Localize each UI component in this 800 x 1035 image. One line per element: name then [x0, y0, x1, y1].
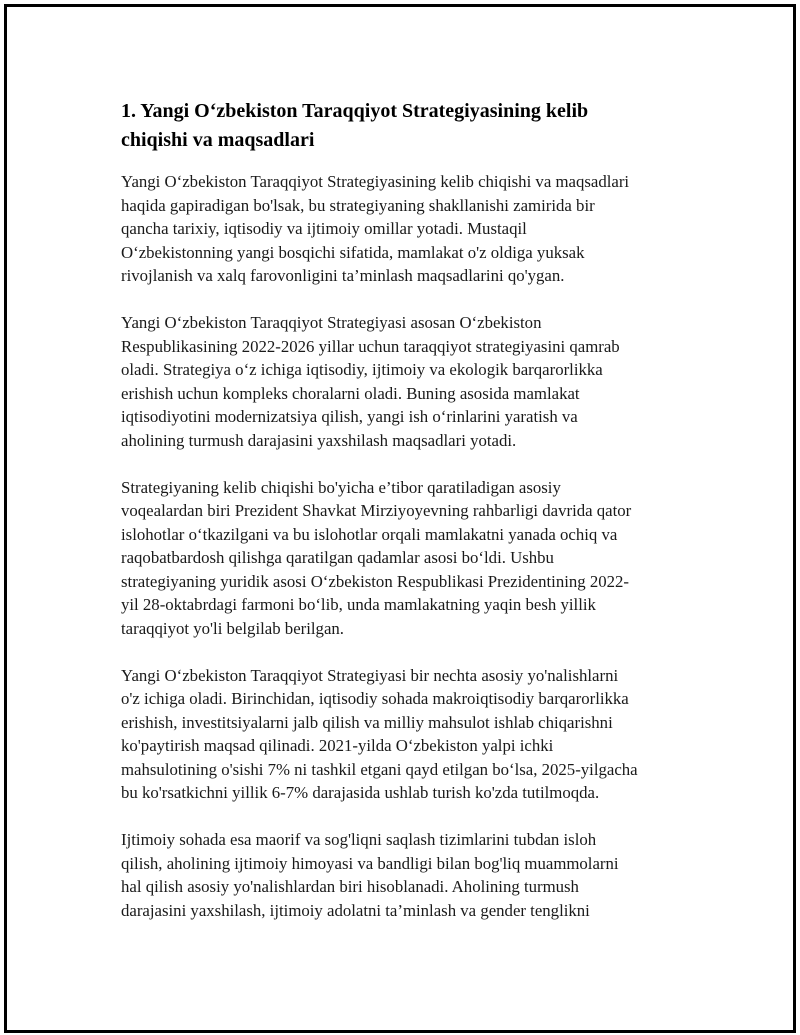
- paragraph-1: [121, 170, 696, 288]
- text-line: erishish, investitsiyalarni jalb qilish va milliy mahsulot ishlab chiqarishni: [121, 712, 613, 732]
- text-line: haqida gapiradigan bo'lsak, bu strategiyaning shakllanishi zamirida bir: [121, 195, 595, 215]
- text-line: o'z ichiga oladi. Birinchidan, iqtisodiy sohada makroiqtisodiy barqarorlikka: [121, 689, 629, 708]
- text-line: islohotlar o‘tkazilgani va bu islohotlar orqali mamlakatni yanada ochiq va: [121, 524, 618, 544]
- section-title: [121, 97, 696, 155]
- text-line: qancha tarixiy, iqtisodiy va ijtimoiy omillar yotadi. Mustaqil: [121, 219, 527, 238]
- paragraph-5: [121, 828, 696, 922]
- text-line: Ijtimoiy sohada esa maorif va sog'liqni saqlash tizimlarini tubdan isloh: [121, 830, 597, 849]
- title-line: chiqishi va maqsadlari: [121, 129, 315, 151]
- text-line: rivojlanish va xalq farovonligini ta’minlash maqsadlarini qo'ygan.: [121, 266, 565, 285]
- text-line: Yangi O‘zbekiston Taraqqiyot Strategiyasi bir nechta asosiy yo'nalishlarni: [121, 665, 619, 685]
- text-line: erishish uchun kompleks choralarni oladi. Buning asosida mamlakat: [121, 383, 580, 403]
- page-frame: [4, 4, 796, 1033]
- document-body: [121, 97, 696, 946]
- text-line: raqobatbardosh qilishga qaratilgan qadamlar asosi bo‘ldi. Ushbu: [121, 548, 554, 567]
- text-line: strategiyaning yuridik asosi O‘zbekiston Respublikasi Prezidentining 2022-: [121, 571, 630, 591]
- text-line: aholining turmush darajasini yaxshilash maqsadlari yotadi.: [121, 430, 517, 450]
- text-line: iqtisodiyotini modernizatsiya qilish, yangi ish o‘rinlarini yaratish va: [121, 407, 578, 426]
- text-line: hal qilish asosiy yo'nalishlardan biri hisoblanadi. Aholining turmush: [121, 877, 579, 896]
- paragraph-3: [121, 476, 696, 641]
- text-line: qilish, aholining ijtimoiy himoyasi va bandligi bilan bog'liq muammolarni: [121, 853, 619, 873]
- text-line: yil 28-oktabrdagi farmoni bo‘lib, unda mamlakatning yaqin besh yillik: [121, 595, 596, 614]
- paragraph-2: [121, 311, 696, 452]
- text-line: Yangi O‘zbekiston Taraqqiyot Strategiyasi asosan O‘zbekiston: [121, 313, 542, 332]
- text-line: mahsulotining o'sishi 7% ni tashkil etgani qayd etilgan bo‘lsa, 2025-yilgacha: [121, 759, 638, 779]
- text-line: Respublikasining 2022-2026 yillar uchun taraqqiyot strategiyasini qamrab: [121, 336, 620, 356]
- text-line: darajasini yaxshilash, ijtimoiy adolatni ta’minlash va gender tenglikni: [121, 900, 590, 920]
- text-line: ko'paytirish maqsad qilinadi. 2021-yilda O‘zbekiston yalpi ichki: [121, 736, 554, 755]
- text-line: oladi. Strategiya o‘z ichiga iqtisodiy, ijtimoiy va ekologik barqarorlikka: [121, 360, 603, 379]
- text-line: O‘zbekistonning yangi bosqichi sifatida, mamlakat o'z oldiga yuksak: [121, 242, 585, 262]
- text-line: taraqqiyot yo'li belgilab berilgan.: [121, 618, 344, 638]
- text-line: Strategiyaning kelib chiqishi bo'yicha e’tibor qaratiladigan asosiy: [121, 477, 561, 497]
- text-line: bu ko'rsatkichni yillik 6-7% darajasida ushlab turish ko'zda tutilmoqda.: [121, 783, 600, 802]
- title-line: 1. Yangi O‘zbekiston Taraqqiyot Strategiyasining kelib: [121, 100, 589, 122]
- text-line: voqealardan biri Prezident Shavkat Mirziyoyevning rahbarligi davrida qator: [121, 501, 632, 520]
- text-line: Yangi O‘zbekiston Taraqqiyot Strategiyasining kelib chiqishi va maqsadlari: [121, 172, 630, 191]
- paragraph-4: [121, 664, 696, 805]
